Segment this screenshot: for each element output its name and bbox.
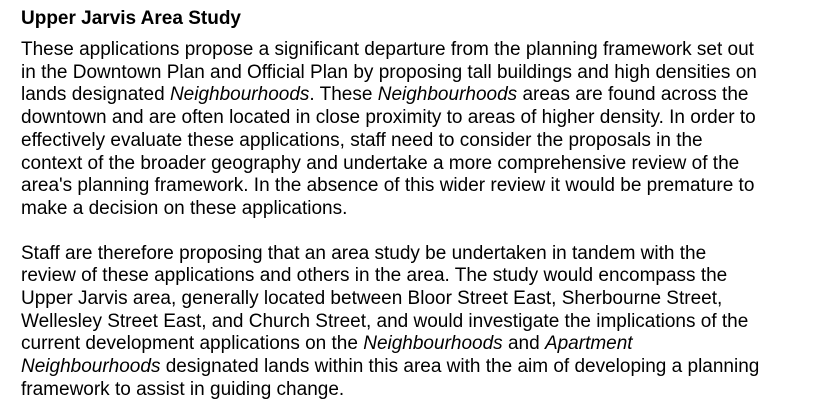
paragraph-2-line-4: Wellesley Street East, and Church Street, and would investigate the implications of the <box>21 310 749 332</box>
italic-term: Neighbourhoods <box>21 356 161 378</box>
paragraph-2-line-2: review of these applications and others in the area. The study would encompass the <box>21 265 728 287</box>
paragraph-2 <box>21 243 837 402</box>
paragraph-2-line-7: framework to assist in guiding change. <box>21 378 345 400</box>
italic-term: Apartment <box>544 333 633 355</box>
paragraph-spacer <box>21 221 837 243</box>
paragraph-1-line-7: area's planning framework. In the absence of this wider review it would be premature to <box>21 175 755 197</box>
paragraph-1-line-5: effectively evaluate these applications, staff need to consider the proposals in the <box>21 129 703 151</box>
text-run: . These <box>309 84 378 106</box>
text-run: areas are found across the <box>517 84 749 106</box>
text-run: current development applications on the <box>21 333 364 355</box>
paragraph-2-line-5 <box>21 333 837 356</box>
paragraph-1-line-6: context of the broader geography and undertake a more comprehensive review of the <box>21 152 740 174</box>
text-run: lands designated <box>21 84 170 106</box>
italic-term: Neighbourhoods <box>363 333 503 355</box>
section-heading: Upper Jarvis Area Study <box>21 8 241 29</box>
paragraph-1-line-3 <box>21 84 837 107</box>
italic-term: Neighbourhoods <box>377 84 518 106</box>
paragraph-1-line-8: make a decision on these applications. <box>21 197 348 219</box>
italic-term: Neighbourhoods <box>169 84 310 106</box>
paragraph-2-line-3: Upper Jarvis area, generally located between Bloor Street East, Sherbourne Street, <box>21 288 723 310</box>
paragraph-1-line-2: in the Downtown Plan and Official Plan by proposing tall buildings and high densities on <box>21 61 757 83</box>
text-run: and <box>502 333 545 355</box>
text-run: designated lands within this area with the aim of developing a planning <box>160 356 760 378</box>
paragraph-2-line-1: Staff are therefore proposing that an area study be undertaken in tandem with the <box>21 242 707 264</box>
paragraph-1-line-4: downtown and are often located in close proximity to areas of higher density. In order to <box>21 107 756 129</box>
paragraph-1 <box>21 39 837 221</box>
paragraph-2-line-6 <box>21 356 837 379</box>
paragraph-1-line-1: These applications propose a significant departure from the planning framework set out <box>21 39 754 60</box>
